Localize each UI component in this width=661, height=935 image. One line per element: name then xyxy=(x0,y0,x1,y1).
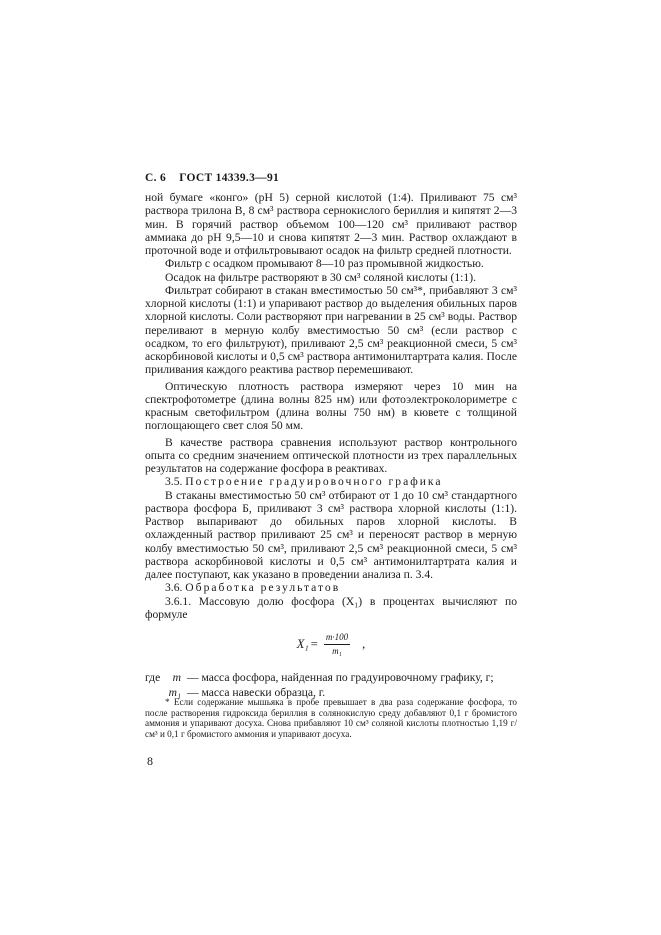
section-heading-3-5 xyxy=(145,475,517,488)
body-text xyxy=(145,191,517,699)
formula-numerator: m·100 xyxy=(324,631,350,645)
footnote xyxy=(145,697,517,739)
paragraph: Фильтрат собирают в стакан вместимостью 50 см³*, прибавляют 3 см³ хлорной кислоты (1:1) и упаривают раствор до выделения обильных паров хлорной кислоты. Соли растворяют при нагревании в 25 см³ воды. Раствор переливают в мерную колбу вместимостью 50 см³ (если раствор с осадком, то его фильтруют), приливают 2,5 см³ реакционной смеси, 5 см³ аскорбиновой кислоты и 0,5 см³ раствора антимонилтартрата калия. После приливания каждого реактива раствор перемешивают. xyxy=(145,283,517,377)
paragraph: ной бумаге «конго» (рН 5) серной кислотой (1:4). Приливают 75 см³ раствора трилона B, 8 см³ раствора сернокислого бериллия и кипятят 2—3 мин. В горячий раствор объемом 100—120 см³ приливают раствор аммиака до рН 9,5—10 и снова кипятят 2—3 мин. Раствор охлаждают в проточной воде и отфильтровывают осадок на фильтр средней плотности. xyxy=(145,191,517,257)
paragraph: Осадок на фильтре растворяют в 30 см³ соляной кислоты (1:1). xyxy=(165,270,476,284)
paragraph: 3.6.1. Массовую долю фосфора (X₁) в процентах вычисляют по формуле xyxy=(145,594,517,621)
section-number: 3.5. xyxy=(165,475,183,489)
section-title: Обработка результатов xyxy=(185,581,341,595)
formula xyxy=(145,631,517,659)
paragraph: В стаканы вместимостью 50 см³ отбирают от 1 до 10 см³ стандартного раствора фосфора Б, приливают 3 см³ раствора хлорной кислоты (1:1). Раствор выпаривают до обильных паров хлорной кислоты. В охлажденный раствор приливают 25 см³ и переносят раствор в мерную колбу вместимостью 50 см³, приливают 2,5 см³ реакционной смеси, 5 см³ раствора аскорбиновой кислоты и 0,5 см³ антимонилтартрата калия и далее поступают, как указано в проведении анализа п. 3.4. xyxy=(145,488,517,581)
where-text: — масса навески образца, г. xyxy=(187,685,326,699)
paragraph: Оптическую плотность раствора измеряют через 10 мин на спектрофотометре (длина волны 825 нм) или фотоэлектроколориметре с красным светофильтром (длина волны 750 нм) в кювете с толщиной поглощающего свет слоя 50 мм. xyxy=(145,379,517,433)
where-row xyxy=(145,671,517,684)
page-number: 8 xyxy=(147,754,153,768)
formula-fraction xyxy=(324,631,350,659)
formula-equals: = xyxy=(310,637,318,652)
standard-number: ГОСТ 14339.3—91 xyxy=(179,172,280,184)
footnote-text: * Если содержание мышьяка в пробе превышает в два раза содержание фосфора, то после растворения гидроксида бериллия в солянокислую среду добавляют 0,1 г бромистого аммония и упаривают досуха. Снова прибавляют 10 см³ соляной кислоты плотностью 1,19 г/см³ и 0,1 г бромистого аммония и упаривают досуха. xyxy=(145,697,517,739)
section-heading-3-6 xyxy=(145,581,517,594)
page-header xyxy=(145,172,289,184)
where-symbol: m₁ xyxy=(168,685,181,699)
where-prefix: где xyxy=(145,670,161,684)
formula-denominator: m₁ xyxy=(332,646,342,657)
section-title: Построение градуировочного графика xyxy=(185,475,443,489)
where-symbol: m xyxy=(172,670,181,684)
page-label: С. 6 xyxy=(145,172,167,184)
where-text: — масса фосфора, найденная по градуировочному графику, г; xyxy=(187,670,494,684)
paragraph: В качестве раствора сравнения используют раствор контрольного опыта со средним значением оптической плотности из трех параллельных результатов на содержание фосфора в реактивах. xyxy=(145,435,517,475)
section-number: 3.6. xyxy=(165,581,183,595)
paragraph: Фильтр с осадком промывают 8—10 раз промывной жидкостью. xyxy=(165,257,484,271)
formula-lhs: X₁ xyxy=(296,637,309,652)
formula-trail: , xyxy=(362,637,366,652)
